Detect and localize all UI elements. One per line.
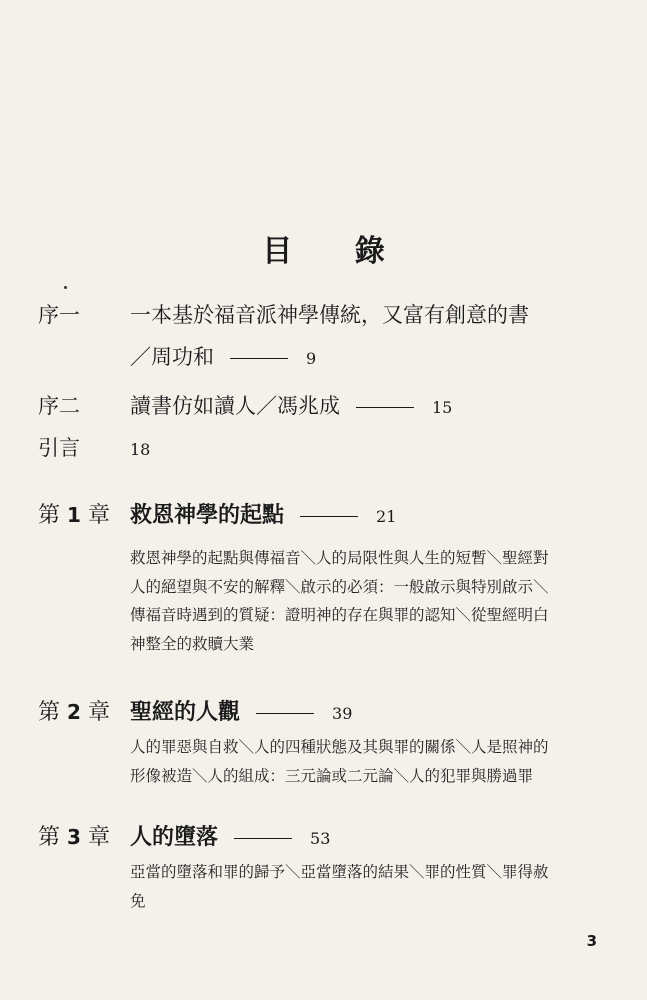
leader-dash xyxy=(230,358,288,359)
entry-label: 序二 xyxy=(38,394,80,418)
chapter-label: 第 1 章 xyxy=(38,503,110,528)
leader-dash xyxy=(234,838,292,839)
ink-dot xyxy=(64,286,67,289)
leader-dash xyxy=(300,516,358,517)
leader-dash xyxy=(256,713,314,714)
chapter-label: 第 2 章 xyxy=(38,700,110,725)
chapter-title: 救恩神學的起點 xyxy=(130,502,285,528)
chapter-page: 53 xyxy=(310,829,331,848)
chapter-1-topics: 救恩神學的起點與傳福音＼人的局限性與人生的短暫＼聖經對 人的絕望與不安的解釋＼啟示的必須：一般啟示與特別啟示＼ 傳福音時遇到的質疑：證明神的存在與罪的認知＼從聖經明白 神整全的救贖大業 xyxy=(130,549,549,653)
entry-page: 9 xyxy=(306,349,317,368)
entry-title: 讀書仿如讀人／馮兆成 xyxy=(130,394,340,418)
chapter-2-topics: 人的罪惡與自救＼人的四種狀態及其與罪的關係＼人是照神的 形像被造＼人的組成：三元論或二元論＼人的犯罪與勝過罪 xyxy=(130,738,549,785)
chapter-3-topics: 亞當的墮落和罪的歸予＼亞當墮落的結果＼罪的性質＼罪得赦 免 xyxy=(130,863,549,910)
chapter-page: 21 xyxy=(376,507,397,526)
page-number: 3 xyxy=(586,932,597,950)
chapter-page: 39 xyxy=(332,704,353,723)
entry-title: 一本基於福音派神學傳統，又富有創意的書 xyxy=(130,303,529,327)
chapter-label: 第 3 章 xyxy=(38,825,110,850)
chapter-title: 人的墮落 xyxy=(130,824,219,850)
leader-dash xyxy=(356,407,414,408)
entry-page: 15 xyxy=(432,398,453,417)
entry-label: 引言 xyxy=(38,436,80,460)
entry-author: ／周功和 xyxy=(130,345,214,369)
entry-page: 18 xyxy=(130,440,151,459)
page-title: 目 錄 xyxy=(262,234,411,269)
entry-label: 序一 xyxy=(38,303,80,327)
chapter-title: 聖經的人觀 xyxy=(130,699,241,725)
